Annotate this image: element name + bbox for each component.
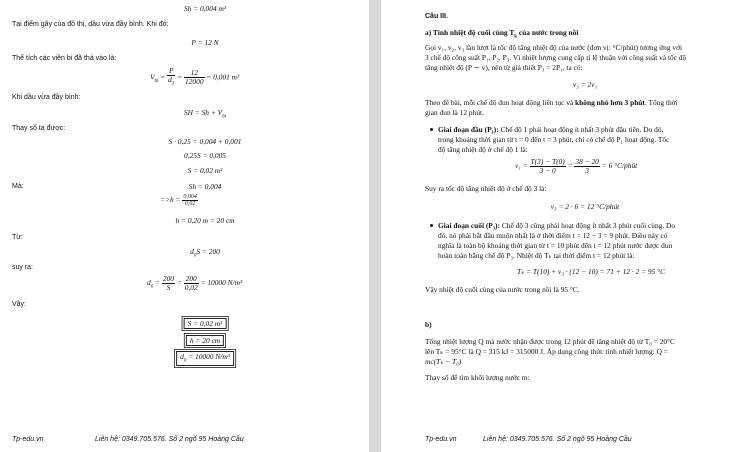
paragraph-line-11: Thay số để tìm khối lượng nước m: (425, 373, 530, 382)
result-box-area: S = 0,02 m² (184, 318, 227, 329)
equation-v3-2v1: v₃ = 2v₁ (572, 80, 598, 89)
bullet-first-stage-line-3: độ tăng nhiệt độ ở chế độ 1 là: (438, 145, 528, 154)
equation-volume-marbles: $V_{bi}$ = $\frac{P}{d_1}$ = $\frac{12}{12000}$ = 0,001 m³ (150, 66, 240, 87)
equation-d0s: $d_0S = 200$ (190, 247, 220, 259)
equation-v3-value: v₃ = 2 · 6 = 12 °C/phút (550, 202, 620, 211)
paragraph-line-1: Gọi v₁, v₂, v₃ lần lượt là tốc độ tăng nhiệt độ của nước (đơn vị: °C/phút) tương ứng với (425, 43, 683, 52)
equation-weight: P = 12 N (191, 38, 219, 47)
equation-height-result: h = 0,20 m = 20 cm (175, 216, 235, 225)
equation-sh-total: SH = $Sh + V_{bi}$ (183, 108, 227, 120)
bullet-last-stage-line-4: hoàn toàn bằng chế độ P₃. Nhiệt độ Tₖ tại thời điểm t = 12 phút là: (438, 251, 635, 260)
footer-site: Tp-edu.vn (12, 436, 44, 443)
bullet-dot (430, 128, 433, 131)
question-heading: Câu III. (425, 13, 448, 20)
bullet-first-stage-line-1: Giai đoạn đầu (P₁): Chế độ 1 phải hoạt động ít nhất 3 phút đầu tiên. Do đó, (438, 125, 664, 134)
label-tu: Từ: (12, 234, 23, 241)
text-volume-marbles: Thể tích các viên bi đã thả vào là: (12, 55, 117, 62)
equation-v1: v₁ = $\frac{T(3) - T(0)}{3 - 0}$ = $\frac{38 - 20}{3}$ = 6 °C/phút (515, 157, 638, 175)
equation-final-temperature: Tₖ = T(10) + v₃ · (12 − 10) = 71 + 12 · 2 = 95 °C (516, 267, 666, 276)
bullet-dot (430, 224, 433, 227)
result-box-density: $d_0 = 10000$ N/m³ (176, 351, 234, 366)
part-b-heading: b) (425, 320, 432, 329)
paragraph-line-2: 3 chế độ công suất P₁, P₂, P₃. Vì nhiệt lượng cung cấp tỉ lệ thuận với công suất và tốc độ (425, 53, 687, 62)
equation-sh-value: Sh = 0,004 m³ (183, 4, 227, 13)
paragraph-line-8: Tổng nhiệt lượng Q mà nước nhận được trong 12 phút để tăng nhiệt độ từ T₀ = 20°C (425, 337, 675, 346)
paragraph-line-9: lên Tₖ = 95°C là Q = 315 kJ = 315000 J. Áp dụng công thức tính nhiệt lượng: Q = (425, 347, 668, 356)
paragraph-line-6: Suy ra tốc độ tăng nhiệt độ ở chế độ 3 là: (425, 184, 547, 193)
bullet-last-stage-line-3: nghĩa là toàn bộ khoảng thời gian từ t = 10 phút đến t = 12 phút nước được đun (438, 241, 673, 250)
footer-contact: Liên hệ: 0349.705.576. Số 2 ngõ 95 Hoàng Cầu (95, 436, 244, 443)
equation-area-result: S = 0,02 m² (187, 166, 223, 175)
footer-site: Tp-edu.vn (425, 436, 457, 443)
equation-d0-result: $d_0$ = $\frac{200}{S}$ = $\frac{200}{0,02}$ = 10000 N/m³ (147, 274, 243, 292)
right-page (381, 0, 750, 452)
footer-contact: Liên hệ: 0349.705.576. Số 2 ngõ 95 Hoàng Cầu (483, 436, 632, 443)
text-oil-full: Khi dầu vừa đầy bình: (12, 94, 81, 101)
left-page (0, 0, 369, 452)
text-substitute: Thay số ta được: (12, 125, 66, 132)
label-vay: Vậy: (12, 301, 27, 308)
paragraph-line-4: Theo đề bài, mỗi chế độ đun hoạt động liên tục và không nhỏ hơn 3 phút. Tổng thời (425, 98, 678, 107)
bullet-last-stage-line-1: Giai đoạn cuối (P₃): Chế độ 3 cũng phải hoạt động ít nhất 3 phút cuối cùng. Do (438, 221, 676, 230)
bullet-last-stage-line-2: đó, nó phải bắt đầu muộn nhất là ở thời điểm t = 12 − 3 = 9 phút. Điều này có (438, 231, 668, 240)
bullet-first-stage-line-2: trong khoảng thời gian từ t = 0 đến t = 3 phút, chỉ có chế độ P₁ hoạt động. Tốc (438, 135, 670, 144)
part-a-heading: a) Tính nhiệt độ cuối cùng $T_k$ của nước trong nồi (425, 28, 579, 40)
paragraph-conclusion: Vậy nhiệt độ cuối cùng của nước trong nồi là 95 °C. (425, 285, 580, 294)
equation-sh-again: Sh = 0,004 (188, 182, 222, 191)
paragraph-line-10: mc(Tₖ − T₀) (425, 357, 462, 366)
equation-height-fraction: =>h = $\frac{0,004}{0,02}$ (160, 194, 197, 207)
text-graph-break-point: Tại điểm gãy của đồ thị, dầu vừa đầy bình. Khi đó: (12, 21, 169, 28)
label-ma: Mà: (12, 183, 24, 190)
equation-substitute-2: 0,25S = 0,005 (184, 151, 226, 160)
equation-substitute-1: S · 0,25 = 0,004 + 0,001 (168, 137, 242, 146)
result-box-height: h = 20 cm (186, 335, 224, 346)
paragraph-line-5: gian đun là 12 phút. (425, 108, 484, 117)
paragraph-line-3: tăng nhiệt độ (P ∼ v), nên từ giả thiết P₃ = 2P₁, ta có: (425, 63, 583, 72)
label-suy-ra: suy ra: (12, 264, 34, 271)
